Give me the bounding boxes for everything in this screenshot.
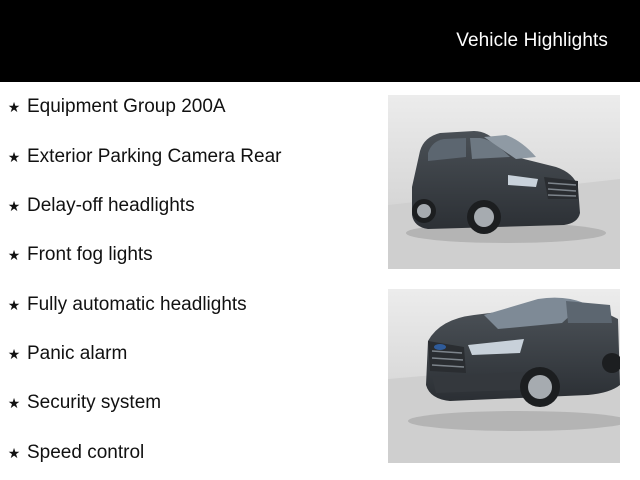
list-item [0,290,380,320]
page-title: Vehicle Highlights [456,30,608,51]
feature-label: Front fog lights [27,244,153,265]
star-icon: ★ [7,297,21,313]
list-item [0,240,380,270]
star-icon: ★ [7,247,21,263]
feature-label: Fully automatic headlights [27,294,247,315]
list-item [0,438,380,468]
list-item [0,339,380,369]
list-item [0,142,380,172]
star-icon: ★ [7,198,21,214]
feature-label: Panic alarm [27,343,128,364]
feature-label: Equipment Group 200A [27,96,226,117]
star-icon: ★ [7,149,21,165]
list-item [0,92,380,122]
car-front-quarter-photo [388,95,620,269]
feature-label: Security system [27,392,162,413]
star-icon: ★ [7,395,21,411]
feature-label: Exterior Parking Camera Rear [27,146,282,167]
feature-label: Delay-off headlights [27,195,195,216]
list-item [0,388,380,418]
star-icon: ★ [7,445,21,461]
list-item [0,191,380,221]
car-front-closeup-photo [388,289,620,463]
feature-label: Speed control [27,442,145,463]
star-icon: ★ [7,99,21,115]
header-bar [0,0,640,82]
star-icon: ★ [7,346,21,362]
